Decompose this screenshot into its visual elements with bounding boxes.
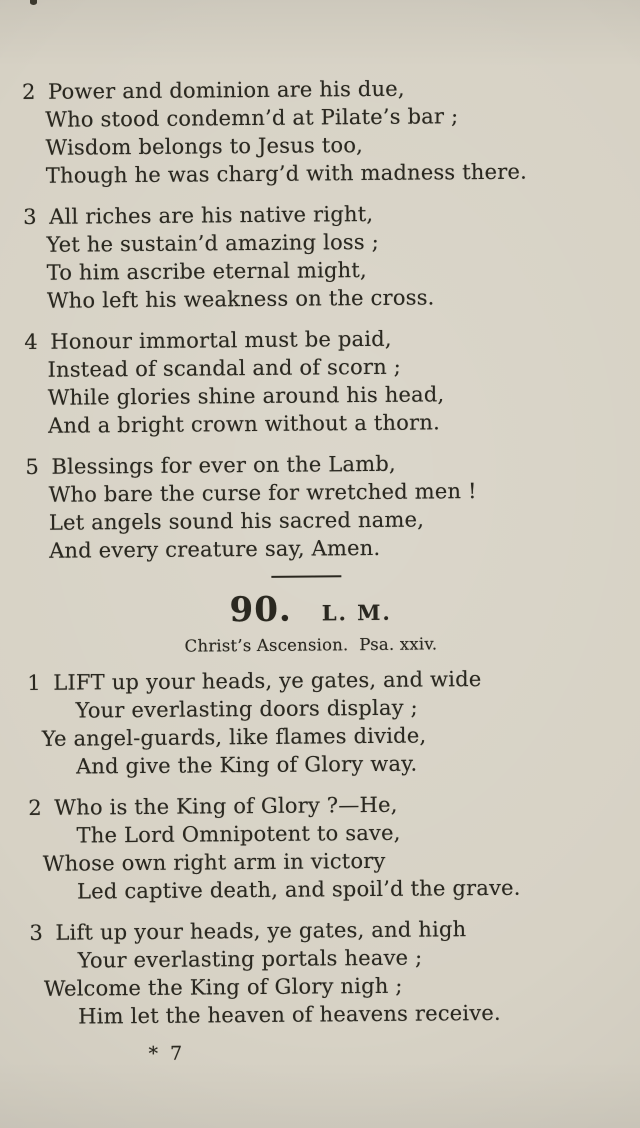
- hymn-number: 90.: [229, 589, 292, 631]
- verse-line: Yet he sustain’d amazing loss ;: [46, 229, 380, 257]
- verse-line: Who stood condemn’d at Pilate’s bar ;: [45, 104, 459, 132]
- verse-line: Your everlasting doors display ;: [75, 695, 418, 723]
- hymn-verse: [22, 73, 619, 190]
- verse-line: Him let the heaven of heavens receive.: [78, 1000, 501, 1029]
- verse-line: Led captive death, and spoil’d the grave.: [76, 875, 521, 904]
- hymn-divider-rule: [271, 575, 341, 578]
- hymn-verse: [24, 323, 621, 440]
- verse-line: Your everlasting portals heave ;: [77, 945, 423, 973]
- verse-line: Whose own right arm in victory: [42, 848, 386, 876]
- hymn-90-heading: [12, 587, 608, 632]
- verse-first-line: 2 Power and dominion are his due,: [22, 76, 405, 104]
- signature-mark: * 7: [148, 1042, 186, 1065]
- verse-line: Instead of scandal and of scorn ;: [47, 354, 402, 382]
- verse-number: 3: [29, 920, 44, 945]
- verse-number: 3: [23, 204, 37, 229]
- verse-line: Welcome the King of Glory nigh ;: [43, 973, 403, 1001]
- verse-line: To him ascribe eternal might,: [46, 257, 367, 285]
- verse-line: The Lord Omnipotent to save,: [76, 820, 401, 848]
- hymn-verse: [23, 198, 620, 315]
- verse-first-line: 1 LIFT up your heads, ye gates, and wide: [27, 667, 482, 695]
- hymn-verse: [25, 448, 622, 565]
- verse-line: And every creature say, Amen.: [49, 535, 381, 563]
- verse-first-line: 3 All riches are his native right,: [23, 201, 374, 229]
- verse-line: Who bare the curse for wretched men !: [48, 479, 477, 507]
- hymn-verse: [27, 664, 624, 781]
- verse-first-line: 4 Honour immortal must be paid,: [24, 326, 392, 354]
- verse-number: 2: [28, 795, 43, 820]
- verse-first-line: 2 Who is the King of Glory ?—He,: [28, 792, 398, 820]
- verse-line: Though he was charg’d with madness there.: [45, 159, 528, 188]
- verse-number: 1: [27, 670, 41, 695]
- verse-line: Wisdom belongs to Jesus too,: [45, 133, 364, 160]
- verse-first-line: 3 Lift up your heads, ye gates, and high: [29, 917, 467, 945]
- verse-line: Let angels sound his sacred name,: [48, 507, 425, 535]
- hymn-verse: [28, 789, 625, 906]
- previous-hymn-verses: [22, 73, 622, 565]
- hymn-90-verses: [27, 664, 626, 1031]
- verse-number: 4: [24, 329, 38, 354]
- verse-first-line: 5 Blessings for ever on the Lamb,: [25, 451, 396, 479]
- scan-speck: [30, 0, 37, 5]
- page-content: [22, 73, 627, 1066]
- verse-line: Ye angel-guards, like flames divide,: [41, 723, 427, 751]
- verse-line: And give the King of Glory way.: [75, 751, 418, 779]
- verse-number: 2: [22, 79, 36, 104]
- hymn-subtitle: Christ’s Ascension. Psa. xxiv.: [184, 634, 438, 656]
- hymn-meter: L. M.: [321, 599, 392, 626]
- verse-line: And a bright crown without a thorn.: [47, 410, 441, 438]
- verse-line: While glories shine around his head,: [47, 382, 445, 410]
- verse-number: 5: [25, 454, 40, 479]
- verse-line: Who left his weakness on the cross.: [46, 285, 435, 313]
- hymn-verse: [29, 914, 626, 1031]
